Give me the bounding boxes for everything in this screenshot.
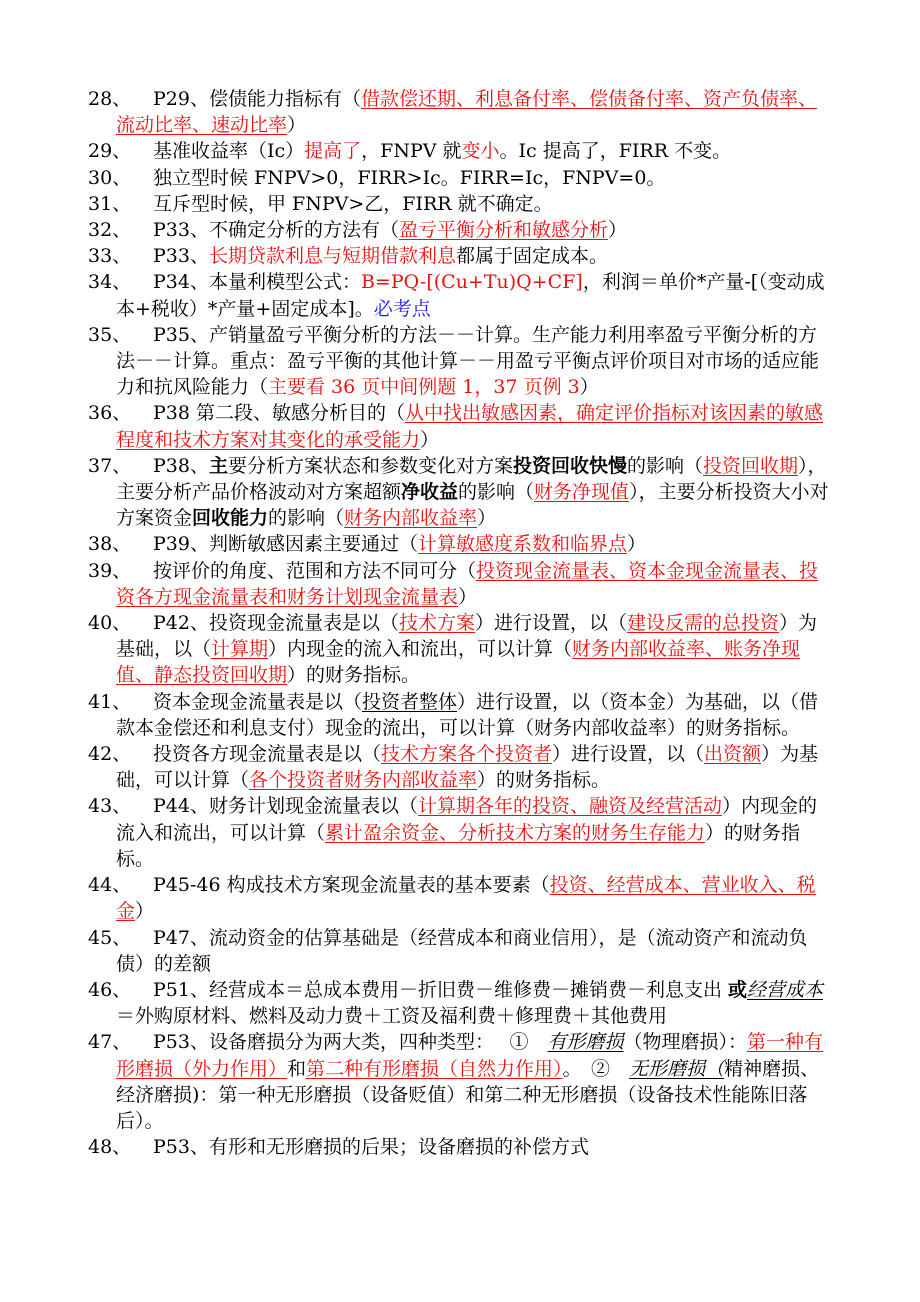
highlighted-text: 计算期 <box>211 638 269 661</box>
item-text: 。Ic 提高了，FIRR 不变。 <box>499 140 732 163</box>
item-text: P29、偿债能力指标有（ <box>153 88 361 110</box>
list-item <box>88 400 834 452</box>
item-number: 38、 <box>88 533 132 556</box>
list-item <box>88 453 834 532</box>
list-item <box>88 793 834 872</box>
highlighted-text: 从中找出敏感因素，确定评价指标对该因素的敏感程度和技术方案对其变化的承受能力 <box>116 402 824 451</box>
highlighted-text: 长期贷款利息与短期借款利息 <box>208 245 456 268</box>
list-item <box>88 243 834 269</box>
item-text: 基准收益率（Ic） <box>153 140 305 163</box>
item-number: 43、 <box>88 795 132 818</box>
list-item <box>88 531 834 557</box>
highlighted-text: 投资现金流量表、资本金现金流量表、投资各方现金流量表和财务计划现金流量表 <box>116 559 819 608</box>
highlighted-text: 财务净现值 <box>534 481 630 504</box>
item-number: 45、 <box>88 926 132 949</box>
item-text: P35、产销量盈亏平衡分析的方法－－计算。生产能力利用率盈亏平衡分析的方法－－计算。重点：盈亏平衡的其他计算－－用盈亏平衡点评价项目对市场的适应能力和抗风险能力（ <box>116 323 820 399</box>
item-text: P47、流动资金的估算基础是（经营成本和商业信用），是（流动资产和流动负债）的差额 <box>116 926 808 975</box>
highlighted-text: 主 <box>208 454 228 477</box>
list-item <box>88 269 834 321</box>
item-text: P44、财务计划现金流量表以（ <box>153 795 418 818</box>
item-text: 互斥型时候，甲 FNPV>乙，FIRR 就不确定。 <box>153 192 553 215</box>
highlighted-text: 净收益 <box>401 481 459 504</box>
item-number: 32、 <box>88 219 132 242</box>
item-number: 40、 <box>88 612 132 635</box>
highlighted-text: 投资、经营成本、营业收入、税金 <box>116 874 816 923</box>
highlighted-text: 财务内部收益率 <box>344 507 478 530</box>
item-number: 34、 <box>88 271 132 294</box>
list-item <box>88 925 834 977</box>
item-text: 的影响（ <box>627 454 704 477</box>
item-text: ），主要分析投资大小对方案资金 <box>116 481 829 530</box>
item-text: 投资各方现金流量表是以（ <box>153 743 382 766</box>
item-text: ）进行设置，以（ <box>552 743 705 766</box>
item-number: 37、 <box>88 454 132 477</box>
highlighted-text: 第二种有形磨损（自然力作用） <box>306 1057 563 1080</box>
item-number: 36、 <box>88 402 132 425</box>
highlighted-text: 盈亏平衡分析和敏感分析 <box>398 219 608 242</box>
item-text: 的影响（ <box>268 507 345 530</box>
highlighted-text: 借款偿还期、利息备付率、偿债备付率、资产负债率、流动比率、速动比率 <box>116 88 817 137</box>
highlighted-text: 投资回收期 <box>703 454 799 477</box>
item-number: 41、 <box>88 690 132 713</box>
list-item <box>88 689 834 741</box>
item-text: ＝外购原材料、燃料及动力费＋工资及福利费＋修理费＋其他费用 <box>116 1005 668 1028</box>
item-number: 28、 <box>88 88 132 110</box>
item-text: ）为基础，以（ <box>116 612 818 661</box>
item-text: ） <box>477 507 497 530</box>
item-text: ）内现金的流入和流出，可以计算（ <box>268 638 573 661</box>
list-item <box>88 138 834 164</box>
highlighted-text: 财务内部收益率、账务净现值、静态投资回收期 <box>116 638 801 687</box>
item-text: P34、本量利模型公式： <box>153 271 361 294</box>
highlighted-text: 经营成本 <box>747 978 824 1001</box>
highlighted-text: 各个投资者财务内部收益率 <box>249 769 478 792</box>
item-text: P38 第二段、敏感分析目的（ <box>153 402 406 425</box>
item-text: （物理磨损）： <box>623 1031 748 1054</box>
item-number: 30、 <box>88 166 132 189</box>
document-body <box>88 86 834 1160</box>
list-item <box>88 191 834 217</box>
item-text: ）为基础，可以计算（ <box>116 743 819 792</box>
list-item <box>88 741 834 793</box>
highlighted-text: 计算期各年的投资、融资及经营活动 <box>417 795 722 818</box>
item-text: 。 ② <box>562 1057 630 1080</box>
item-number: 39、 <box>88 559 132 582</box>
highlighted-text: B=PQ-[(Cu+Tu)Q+CF] <box>360 271 583 294</box>
highlighted-text: 主要看 36 页中间例题 1，37 页例 3 <box>268 376 580 399</box>
highlighted-text: 出资额 <box>704 743 762 766</box>
highlighted-text: 投资回收快慢 <box>513 454 628 477</box>
list-item <box>88 610 834 689</box>
item-number: 44、 <box>88 874 132 897</box>
highlighted-text: 无形磨损（ <box>629 1057 725 1080</box>
list-item <box>88 217 834 243</box>
highlighted-text: 累计盈余资金、分析技术方案的财务生存能力 <box>325 821 706 844</box>
item-text: ） <box>458 585 478 608</box>
item-text: ，FNPV 就 <box>361 140 462 163</box>
item-text: P53、设备磨损分为两大类，四种类型： ① <box>153 1031 548 1054</box>
item-text: ）进行设置，以（ <box>474 612 627 635</box>
item-number: 46、 <box>88 978 132 1001</box>
item-text: 都属于固定成本。 <box>455 245 608 268</box>
item-text: ） <box>135 900 155 923</box>
highlighted-text: 第一种有形磨损（外力作用） <box>116 1031 824 1080</box>
item-text: ）的财务指标。 <box>477 769 611 792</box>
highlighted-text: 有形磨损 <box>547 1031 624 1054</box>
item-text: ）的财务指标。 <box>116 821 801 870</box>
item-text: ） <box>607 219 627 242</box>
list-item <box>88 165 834 191</box>
item-text: 的影响（ <box>458 481 535 504</box>
highlighted-text: 回收能力 <box>192 507 269 530</box>
list-item <box>88 1029 834 1134</box>
item-number: 31、 <box>88 192 132 215</box>
item-text: P39、判断敏感因素主要通过（ <box>153 533 418 556</box>
item-text: P45-46 构成技术方案现金流量表的基本要素（ <box>153 874 550 897</box>
list-item <box>88 872 834 924</box>
item-text: ）的财务指标。 <box>287 664 421 687</box>
list-item <box>88 558 834 610</box>
item-text: 要分析方案状态和参数变化对方案 <box>227 454 513 477</box>
item-text: ）进行设置，以（资本金）为基础，以（借款本金偿还和利息支付）现金的流出，可以计算（财务内部收益率）的财务指标。 <box>116 690 819 739</box>
item-text: ），主要分析产品价格波动对方案超额 <box>116 454 827 504</box>
highlighted-text: 提高了 <box>304 140 362 163</box>
item-text: ） <box>579 376 599 399</box>
item-text: 和 <box>287 1057 307 1080</box>
item-text: P42、投资现金流量表是以（ <box>153 612 399 635</box>
list-item <box>88 86 834 138</box>
item-number: 29、 <box>88 140 132 163</box>
item-text: P33、 <box>153 245 209 268</box>
list-item <box>88 1134 834 1160</box>
highlighted-text: 投资者整体 <box>362 690 458 713</box>
item-number: 47、 <box>88 1031 132 1054</box>
item-text: 独立型时候 FNPV>0，FIRR>Ic。FIRR=Ic，FNPV=0。 <box>153 166 666 189</box>
highlighted-text: 变小 <box>461 140 500 163</box>
item-number: 35、 <box>88 323 132 346</box>
highlighted-text: 技术方案 <box>398 612 475 635</box>
item-text: P51、经营成本＝总成本费用－折旧费－维修费－摊销费－利息支出 <box>153 978 729 1001</box>
item-text: ） <box>420 428 440 451</box>
item-text: P33、不确定分析的方法有（ <box>153 219 399 242</box>
item-text: ） <box>626 533 646 556</box>
item-text: P38、 <box>153 454 209 477</box>
item-text: P53、有形和无形磨损的后果；设备磨损的补偿方式 <box>153 1136 589 1159</box>
list-item <box>88 322 834 401</box>
highlighted-text: 技术方案各个投资者 <box>381 743 553 766</box>
item-number: 33、 <box>88 245 132 268</box>
highlighted-text: 必考点 <box>373 297 431 320</box>
item-number: 42、 <box>88 743 132 766</box>
item-text: ，利润＝单价*产量-[（变动成本+税收）*产量+固定成本]。 <box>116 271 825 320</box>
item-text: 资本金现金流量表是以（ <box>153 690 363 713</box>
highlighted-text: 计算敏感度系数和临界点 <box>417 533 627 556</box>
item-number: 48、 <box>88 1136 132 1159</box>
list-item <box>88 977 834 1029</box>
highlighted-text: 或 <box>728 978 748 1001</box>
item-text: 按评价的角度、范围和方法不同可分（ <box>153 559 477 582</box>
highlighted-text: 建设反需的总投资 <box>627 612 780 635</box>
item-text: 精神磨损、经济磨损)：第一种无形磨损（设备贬值）和第二种无形磨损（设备技术性能陈旧落后）。 <box>116 1057 820 1132</box>
item-text: ）内现金的流入和流出，可以计算（ <box>116 795 817 844</box>
item-text: ） <box>287 114 307 137</box>
